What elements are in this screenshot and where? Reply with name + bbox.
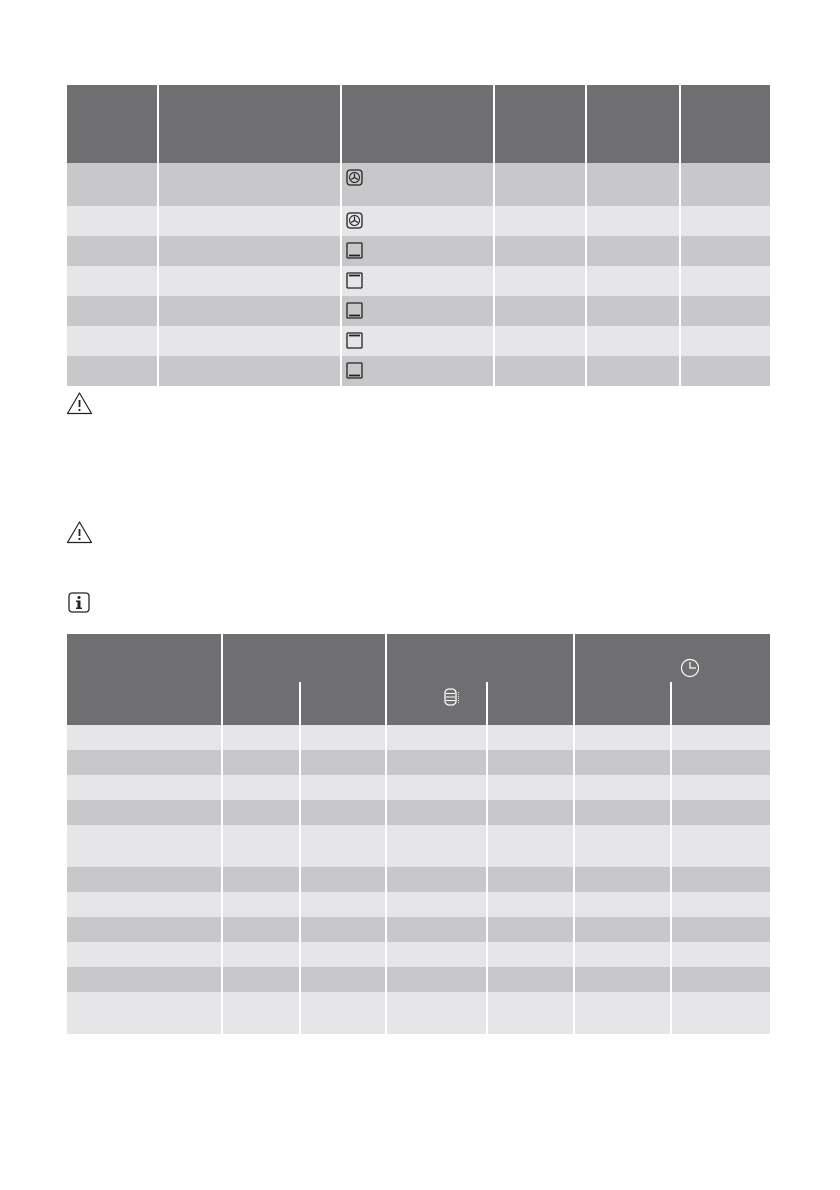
table-row: [67, 725, 770, 750]
fan-forced-icon: [346, 212, 363, 229]
table-row: [67, 892, 770, 917]
info-icon: [68, 592, 90, 613]
table-row: [67, 942, 770, 967]
header-cell-group: [386, 634, 574, 725]
table-row: [67, 867, 770, 892]
shelf-position-icon: [444, 688, 462, 708]
table-row: [67, 750, 770, 775]
warning-icon: [66, 391, 93, 415]
table-row: [67, 800, 770, 825]
table-row: [67, 775, 770, 800]
fan-forced-icon: [346, 169, 363, 186]
table-row: [67, 825, 770, 867]
table-row: [67, 992, 770, 1034]
bottom-heat-icon: [346, 242, 363, 259]
top-heat-icon: [346, 272, 363, 289]
warning-icon: [66, 520, 93, 544]
table-row: [67, 356, 770, 386]
header-cell: [586, 85, 680, 163]
cooking-table: [67, 634, 770, 1034]
table-row: [67, 266, 770, 296]
header-cell: [341, 85, 494, 163]
table-row: [67, 163, 770, 206]
table-row: [67, 917, 770, 942]
header-cell: [494, 85, 586, 163]
table-row: [67, 236, 770, 266]
bottom-heat-icon: [346, 362, 363, 379]
header-cell: [67, 85, 158, 163]
header-cell-group: [574, 634, 770, 725]
table-header: [67, 85, 770, 163]
baking-table: [67, 85, 770, 386]
table-row: [67, 206, 770, 236]
table-row: [67, 326, 770, 356]
header-cell: [158, 85, 341, 163]
table-row: [67, 296, 770, 326]
top-heat-icon: [346, 332, 363, 349]
header-cell: [680, 85, 770, 163]
bottom-heat-icon: [346, 302, 363, 319]
table-row: [67, 967, 770, 992]
header-cell-group: [222, 634, 386, 725]
header-cell: [67, 634, 222, 725]
clock-icon: [680, 658, 700, 678]
table-header: [67, 634, 770, 725]
